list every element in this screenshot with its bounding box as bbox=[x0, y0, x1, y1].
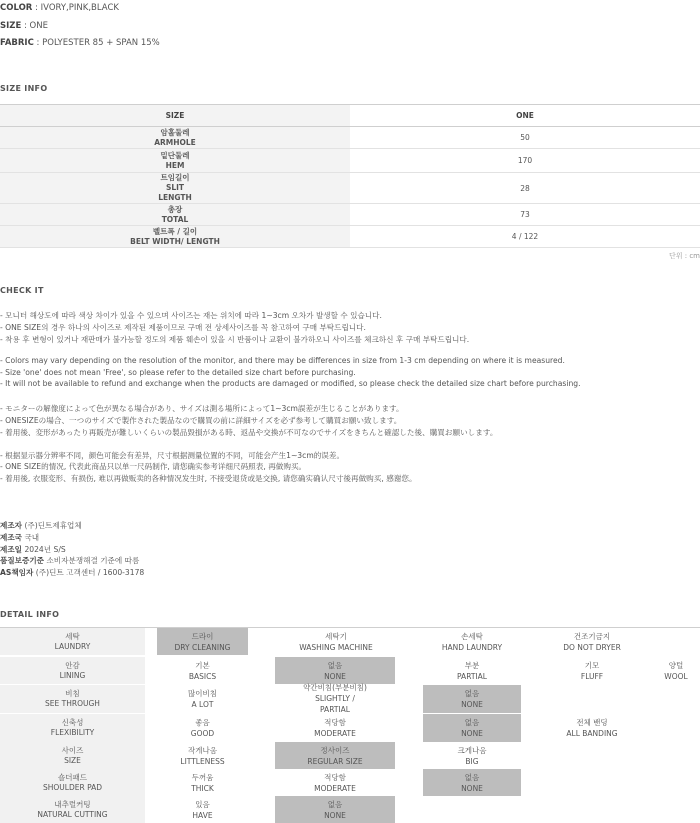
check-it-title: CHECK IT bbox=[0, 286, 44, 295]
size-info-title: SIZE INFO bbox=[0, 84, 48, 93]
detail-option-ko: 양털 bbox=[668, 661, 684, 670]
detail-option-en: GOOD bbox=[190, 729, 215, 738]
detail-option-en: PARTIAL bbox=[320, 705, 350, 714]
check-en-line: - Colors may vary depending on the resolution of the monitor, and there may be differences in size from 1-3 cm depending on where it is measured. bbox=[0, 356, 565, 365]
size-value: ONE bbox=[29, 21, 48, 31]
detail-row bbox=[0, 685, 700, 713]
detail-option bbox=[423, 714, 521, 742]
detail-option-en: BASICS bbox=[188, 672, 217, 681]
maker-key: 제조자 bbox=[0, 521, 23, 530]
check-zh-line: - 根据显示器分辨率不同，颜色可能会有差异，尺寸根据测量位置的不同，可能会产生1~3cm的误差。 bbox=[0, 451, 345, 460]
maker-value: (주)딘트제휴업체 bbox=[24, 521, 82, 530]
detail-info-title: DETAIL INFO bbox=[0, 610, 60, 619]
size-row-en: TOTAL bbox=[161, 214, 189, 224]
fabric-value: POLYESTER 85 + SPAN 15% bbox=[42, 38, 160, 48]
detail-option-ko: 기본 bbox=[195, 661, 210, 670]
detail-option bbox=[157, 796, 248, 823]
detail-option-en: HAND LAUNDRY bbox=[441, 643, 503, 652]
detail-option-ko: 건조기금지 bbox=[573, 632, 611, 641]
detail-option-ko: 좋음 bbox=[195, 718, 210, 727]
detail-option-en: LITTLENESS bbox=[180, 757, 225, 766]
detail-option bbox=[275, 796, 395, 823]
detail-row-label bbox=[0, 685, 145, 713]
detail-option bbox=[546, 657, 638, 684]
detail-option-ko: 기모 bbox=[584, 661, 600, 670]
detail-option-ko: 있음 bbox=[195, 800, 210, 809]
detail-option-en: NONE bbox=[461, 784, 483, 793]
detail-option-en: MODERATE bbox=[314, 729, 356, 738]
detail-option-ko: 없음 bbox=[464, 773, 480, 782]
color-key: COLOR bbox=[0, 3, 33, 13]
detail-option-en: ALL BANDING bbox=[566, 729, 618, 738]
size-row-label bbox=[0, 204, 350, 226]
check-ja-line: - 着用後、変形があったり再販売が難しいくらいの製品毀損がある時、返品や交換が不可なのでサイズをきちんと確認した後、購買お願いします。 bbox=[0, 428, 498, 437]
detail-option bbox=[426, 742, 518, 769]
detail-label-ko: 사이즈 bbox=[61, 746, 84, 755]
size-row-en: LENGTH bbox=[158, 193, 192, 202]
table-row bbox=[0, 226, 700, 248]
detail-option-ko: 작게나옴 bbox=[188, 746, 217, 755]
detail-option-en: NONE bbox=[461, 729, 483, 738]
detail-option bbox=[655, 657, 697, 684]
check-zh-line: - ONE SIZE的情况, 代表此商品只以单一尺码制作, 请您确实参考详细尺码照表, 再做购买。 bbox=[0, 462, 307, 471]
maker-value: 소비자분쟁해결 기준에 따름 bbox=[46, 556, 140, 565]
size-row-label bbox=[0, 226, 350, 248]
size-row-label bbox=[0, 149, 350, 173]
detail-option-en: WASHING MACHINE bbox=[299, 643, 373, 652]
detail-option bbox=[275, 742, 395, 769]
detail-option bbox=[275, 714, 395, 742]
detail-label-en: NATURAL CUTTING bbox=[37, 810, 108, 819]
detail-option-ko: 정사이즈 bbox=[320, 746, 350, 755]
maker-line bbox=[0, 544, 66, 555]
check-ko-line: - ONE SIZE의 경우 하나의 사이즈로 제작된 제품이므로 구매 전 상세사이즈를 꼭 참고하여 구매 부탁드립니다. bbox=[0, 323, 366, 332]
size-row-en: BELT WIDTH/ LENGTH bbox=[130, 236, 220, 246]
detail-option-ko: 약간비침(부분비침) bbox=[303, 683, 367, 692]
detail-label-en: SHOULDER PAD bbox=[42, 783, 103, 792]
detail-row bbox=[0, 714, 700, 742]
detail-option-en: PARTIAL bbox=[457, 672, 487, 681]
detail-option-en: NONE bbox=[324, 811, 346, 820]
detail-option bbox=[423, 685, 521, 713]
detail-row-label bbox=[0, 769, 145, 796]
size-row-label bbox=[0, 173, 350, 204]
size-row-ko: 총장 bbox=[167, 204, 183, 214]
size-row-en: HEM bbox=[165, 160, 185, 170]
detail-option bbox=[426, 628, 518, 655]
detail-row-label bbox=[0, 714, 145, 742]
detail-label-ko: 세탁 bbox=[65, 632, 80, 641]
size-row-label bbox=[0, 127, 350, 149]
detail-row bbox=[0, 628, 700, 655]
unit-label: 단위 : cm bbox=[668, 252, 700, 260]
detail-label-ko: 숄더패드 bbox=[58, 773, 87, 782]
size-key: SIZE bbox=[0, 21, 22, 31]
detail-option bbox=[157, 685, 248, 713]
fabric-line: FABRIC : POLYESTER 85 + SPAN 15% bbox=[0, 38, 160, 48]
detail-option-en: NONE bbox=[324, 672, 346, 681]
detail-label-en: FLEXIBILITY bbox=[50, 728, 95, 737]
size-row-value: 170 bbox=[350, 149, 700, 173]
detail-option bbox=[426, 657, 518, 684]
detail-option bbox=[423, 769, 521, 796]
detail-row bbox=[0, 769, 700, 796]
maker-value: 2024년 S/S bbox=[24, 545, 66, 554]
detail-option-ko: 없음 bbox=[327, 661, 343, 670]
detail-label-en: SEE THROUGH bbox=[45, 699, 100, 708]
detail-option-en: DO NOT DRYER bbox=[563, 643, 621, 652]
maker-line bbox=[0, 520, 82, 531]
check-ja-line: - モニターの解像度によって色が異なる場合があり、サイズは測る場所によって1~3cm誤差が生じることがあります。 bbox=[0, 404, 404, 413]
detail-label-ko: 내추럴커팅 bbox=[54, 800, 91, 809]
detail-option-ko: 없음 bbox=[464, 718, 480, 727]
maker-line bbox=[0, 532, 39, 543]
size-row-value: 4 / 122 bbox=[350, 226, 700, 248]
table-row bbox=[0, 127, 700, 149]
detail-option-en: FLUFF bbox=[580, 672, 604, 681]
detail-option bbox=[546, 628, 638, 655]
detail-option-ko: 적당함 bbox=[324, 773, 346, 782]
detail-option bbox=[275, 682, 395, 715]
size-table bbox=[0, 104, 700, 248]
detail-option-ko: 부분 bbox=[464, 661, 480, 670]
detail-label-ko: 비침 bbox=[65, 689, 80, 698]
detail-option-en: MODERATE bbox=[314, 784, 356, 793]
detail-option-ko: 없음 bbox=[464, 689, 480, 698]
detail-row-label bbox=[0, 742, 145, 769]
detail-label-en: SIZE bbox=[64, 756, 81, 765]
detail-option bbox=[157, 714, 248, 742]
maker-key: 제조국 bbox=[0, 533, 23, 542]
color-value: IVORY,PINK,BLACK bbox=[40, 3, 119, 13]
maker-line bbox=[0, 555, 139, 566]
maker-key: 제조일 bbox=[0, 545, 23, 554]
size-header-value: ONE bbox=[350, 105, 700, 127]
detail-grid bbox=[0, 627, 700, 820]
size-row-ko: 트임길이 bbox=[160, 173, 190, 182]
detail-option-en: THICK bbox=[191, 784, 214, 793]
detail-option bbox=[157, 628, 248, 655]
size-line: SIZE : ONE bbox=[0, 21, 48, 31]
maker-key: 품질보증기준 bbox=[0, 556, 45, 565]
detail-option-en: WOOL bbox=[664, 672, 688, 681]
size-row-value: 28 bbox=[350, 173, 700, 204]
size-row-en: SLIT bbox=[165, 183, 185, 192]
detail-label-ko: 신축성 bbox=[61, 718, 84, 727]
size-header-label: SIZE bbox=[0, 105, 350, 127]
maker-value: (주)딘트 고객센터 / 1600-3178 bbox=[35, 568, 145, 577]
detail-option-ko: 두꺼움 bbox=[191, 773, 214, 782]
detail-option bbox=[157, 769, 248, 796]
detail-option-en: BIG bbox=[465, 757, 479, 766]
detail-row bbox=[0, 796, 700, 823]
maker-value: 국내 bbox=[24, 533, 40, 542]
check-ko-line: - 착용 후 변형이 있거나 재판매가 불가능할 정도의 제품 훼손이 있을 시 반품이나 교환이 불가하오니 사이즈를 체크하신 후 구매 부탁드립니다. bbox=[0, 335, 470, 344]
check-ko-line: - 모니터 해상도에 따라 색상 차이가 있을 수 있으며 사이즈는 재는 위치에 따라 1~3cm 오차가 발생할 수 있습니다. bbox=[0, 311, 382, 320]
detail-option-ko: 드라이 bbox=[191, 632, 214, 641]
detail-option-en: SLIGHTLY / bbox=[315, 694, 355, 703]
detail-option bbox=[157, 657, 248, 684]
detail-label-en: LAUNDRY bbox=[54, 642, 91, 651]
detail-option bbox=[546, 714, 638, 742]
detail-option-en: DRY CLEANING bbox=[174, 643, 231, 652]
detail-option-en: REGULAR SIZE bbox=[307, 757, 363, 766]
detail-row-label bbox=[0, 796, 145, 823]
detail-label-ko: 안감 bbox=[65, 661, 80, 670]
maker-key: AS책임자 bbox=[0, 568, 34, 577]
detail-row-label bbox=[0, 657, 145, 684]
detail-option-ko: 적당함 bbox=[324, 718, 346, 727]
size-row-ko: 암홀둘레 bbox=[160, 127, 190, 137]
detail-option bbox=[275, 657, 395, 684]
detail-row-label bbox=[0, 628, 145, 655]
maker-line bbox=[0, 567, 144, 578]
size-table-header bbox=[0, 105, 700, 127]
detail-option-en: NONE bbox=[461, 700, 483, 709]
detail-option-ko: 손세탁 bbox=[461, 632, 483, 641]
detail-option-ko: 없음 bbox=[327, 800, 343, 809]
detail-row bbox=[0, 657, 700, 684]
detail-option bbox=[275, 769, 395, 796]
size-row-ko: 밑단둘레 bbox=[160, 150, 190, 160]
detail-option bbox=[157, 742, 248, 769]
table-row bbox=[0, 149, 700, 173]
detail-option-ko: 많이비침 bbox=[188, 689, 217, 698]
detail-option-en: A LOT bbox=[191, 700, 214, 709]
table-row bbox=[0, 204, 700, 226]
check-ja-line: - ONESIZEの場合、一つのサイズで製作された製品なので購買の前に詳細サイズを必ず参考して購買お願い致します。 bbox=[0, 416, 402, 425]
check-zh-line: - 着用後, 衣服変形、有损伤, 难以再做贩卖的各种情况发生时, 不接受退货或是交换, 请您确实确认尺寸後再做购买, 感谢您。 bbox=[0, 474, 417, 483]
detail-row bbox=[0, 742, 700, 769]
size-row-en: ARMHOLE bbox=[154, 137, 196, 147]
check-en-line: - Size 'one' does not mean 'Free', so please refer to the detailed size chart before purchasing. bbox=[0, 368, 356, 377]
detail-option-ko: 전체 밴딩 bbox=[576, 718, 608, 727]
detail-label-en: LINING bbox=[59, 671, 86, 680]
check-en-line: - It will not be available to refund and exchange when the products are damaged or modified, so please check the detailed size chart before purchasing. bbox=[0, 379, 581, 388]
detail-option bbox=[290, 628, 382, 655]
detail-option-en: HAVE bbox=[192, 811, 213, 820]
detail-option-ko: 크게나옴 bbox=[457, 746, 487, 755]
table-row bbox=[0, 173, 700, 204]
size-row-value: 50 bbox=[350, 127, 700, 149]
size-row-ko: 벨트폭 / 길이 bbox=[152, 226, 198, 236]
detail-option-ko: 세탁기 bbox=[325, 632, 347, 641]
color-line: COLOR : IVORY,PINK,BLACK bbox=[0, 3, 119, 13]
size-row-value: 73 bbox=[350, 204, 700, 226]
fabric-key: FABRIC bbox=[0, 38, 34, 48]
